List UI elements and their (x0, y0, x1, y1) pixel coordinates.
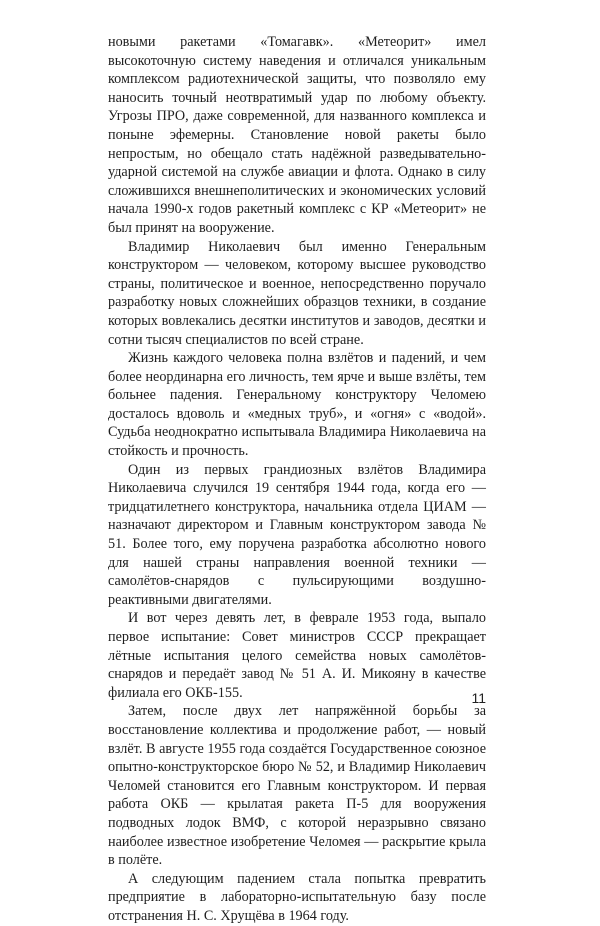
paragraph-1953: И вот через девять лет, в феврале 1953 года, выпало первое испытание: Совет министров СССР прекращает лётные испытания целого семейства новых самолётов-снарядов и передаёт завод № 51 А. И. Микояну в качестве филиала его ОКБ-155. (108, 610, 486, 701)
paragraph-ups-and-downs: Жизнь каждого человека полна взлётов и падений, и чем более неординарна его личность, тем ярче и выше взлёты, тем больнее падения. Генеральному конструктору Челомею досталось вдоволь и «медных труб», и «огня» с «водой». Судьба неоднократно испытывала Владимира Николаевича на стойкость и прочность. (108, 350, 486, 460)
body-text (108, 33, 486, 926)
paragraph-meteorit: новыми ракетами «Томагавк». «Метеорит» имел высокоточную систему наведения и отличался уникальным комплексом радиотехнической защиты, что позволяло ему наносить точный неотвратимый удар по любому объекту. Угрозы ПРО, даже современной, для названного комплекса и поныне эфемерны. Становление новой ракеты было непростым, но обещало стать надёжной разведывательно-ударной системой на службе авиации и флота. Однако в силу сложившихся внешнеполитических и экономических условий начала 1990-х годов ракетный комплекс с КР «Метеорит» не был принят на вооружение. (108, 34, 486, 236)
page-number: 11 (471, 690, 486, 706)
paragraph-1944: Один из первых грандиозных взлётов Владимира Николаевича случился 19 сентября 1944 года, когда его — тридцатилетнего конструктора, начальника отдела ЦИАМ — назначают директором и Главным конструктором завода № 51. Более того, ему поручена разработка абсолютно нового для нашей страны направления военной техники — самолётов-снарядов с пульсирующими воздушно-реактивными двигателями. (108, 461, 486, 608)
paragraph-1964: А следующим падением стала попытка превратить предприятие в лабораторно-испытательную базу после отстранения Н. С. Хрущёва в 1964 году. (108, 870, 486, 924)
paragraph-general-designer: Владимир Николаевич был именно Генеральным конструктором — человеком, которому высшее руководство страны, политическое и военное, непосредственно поручало разработку новых сложнейших образцов техники, в создание которых вовлекались десятки институтов и заводов, десятки и сотни тысяч специалистов по всей стране. (108, 238, 486, 348)
paragraph-1955: Затем, после двух лет напряжённой борьбы за восстановление коллектива и продолжение работ, — новый взлёт. В августе 1955 года создаётся Государственное союзное опытно-конструкторское бюро № 52, и Владимир Николаевич Челомей становится его Главным конструктором. И первая работа ОКБ — крылатая ракета П-5 для вооружения подводных лодок ВМФ, с которой неразрывно связано наиболее известное изобретение Челомея — раскрытие крыла в полёте. (108, 703, 486, 869)
